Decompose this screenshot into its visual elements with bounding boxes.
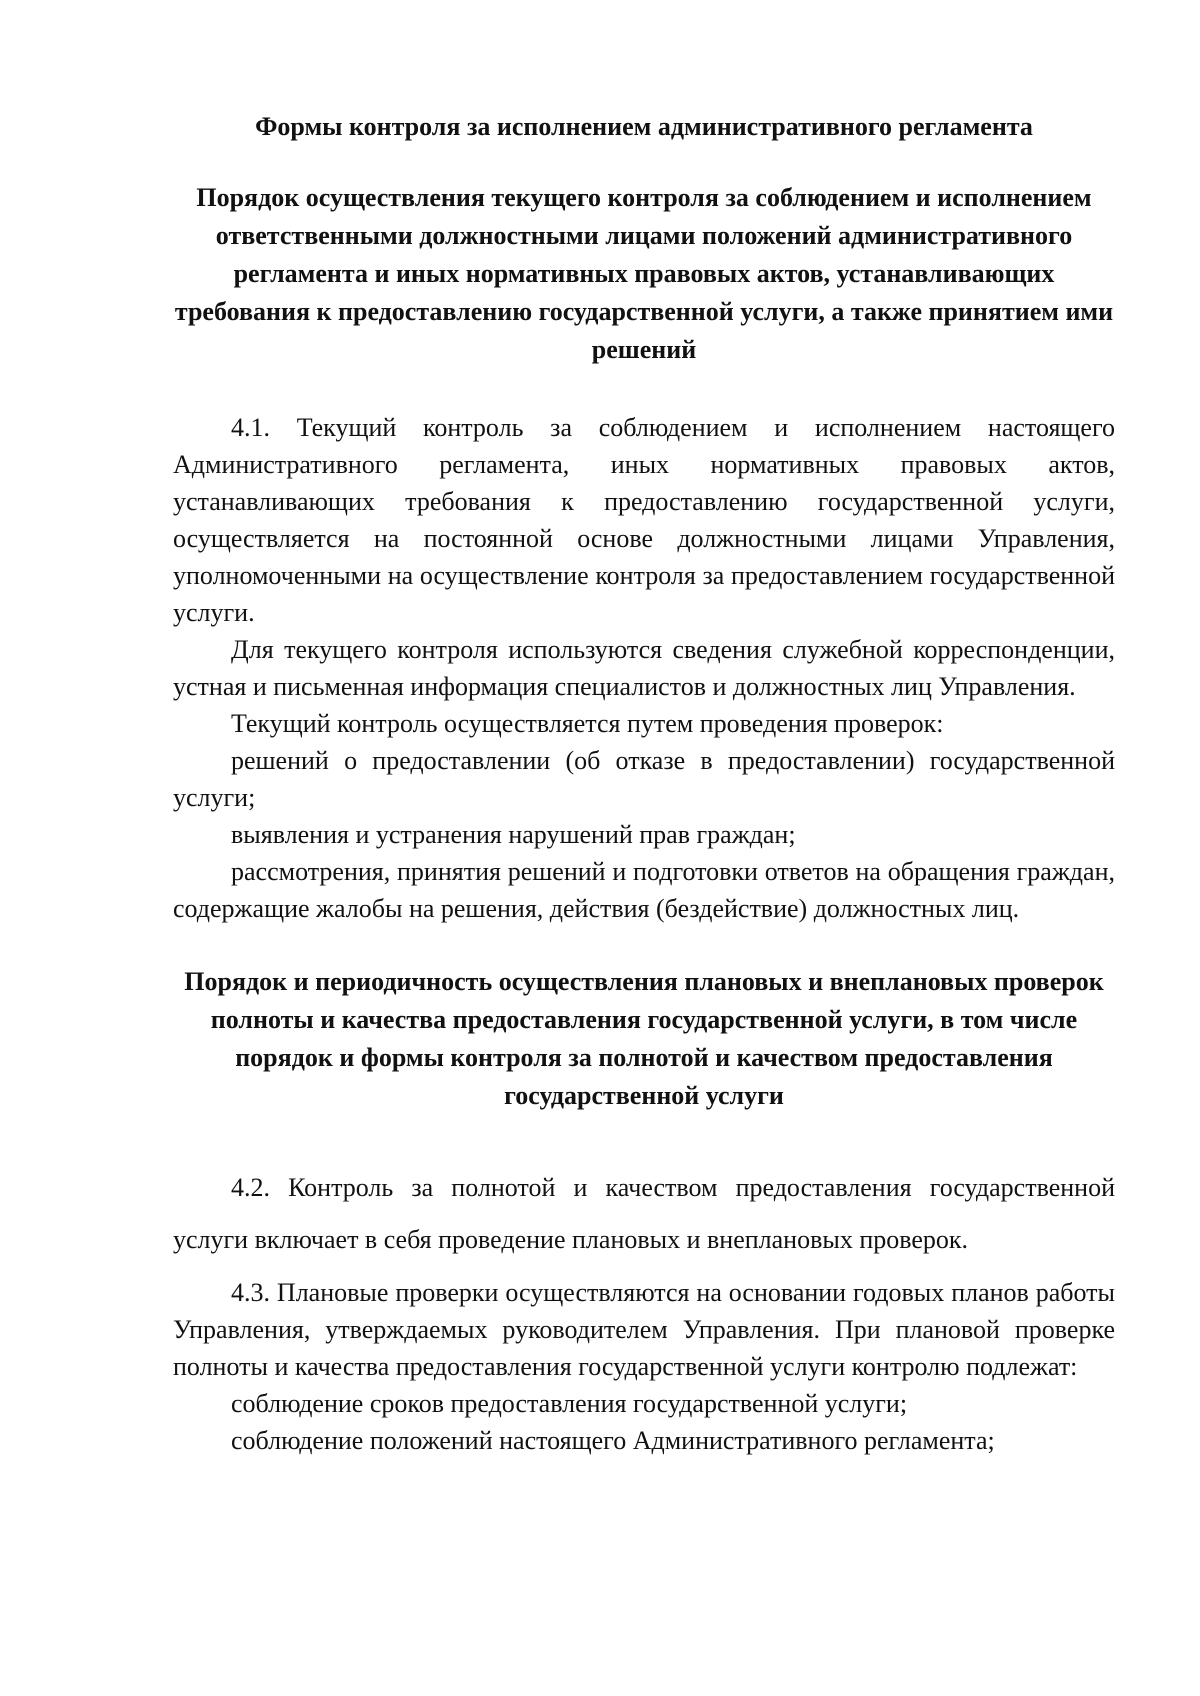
document-page bbox=[173, 108, 1115, 1459]
paragraph-check-violations: выявления и устранения нарушений прав граждан; bbox=[231, 820, 796, 849]
document-title: Формы контроля за исполнением административного регламента bbox=[255, 112, 1033, 141]
paragraph-4-3: 4.3. Плановые проверки осуществляются на основании годовых планов работы Управления, утверждаемых руководителем Управления. При плановой проверке полноты и качества предоставления государственной услуги контролю подлежат: bbox=[173, 1278, 1115, 1381]
section-2-heading: Порядок и периодичность осуществления плановых и внеплановых проверок полноты и качества предоставления государственной услуги, в том числе порядок и формы контроля за полнотой и качеством предоставления государственной услуги bbox=[184, 967, 1104, 1110]
paragraph-checks-intro: Текущий контроль осуществляется путем проведения проверок: bbox=[231, 709, 944, 738]
paragraph-check-complaints: рассмотрения, принятия решений и подготовки ответов на обращения граждан, содержащие жалобы на решения, действия (бездействие) должностных лиц. bbox=[173, 857, 1115, 923]
section-1-heading: Порядок осуществления текущего контроля за соблюдением и исполнением ответственными должностными лицами положений административного регламента и иных нормативных правовых актов, устанавливающих требования к предоставлению государственной услуги, а также принятием ими решений bbox=[174, 183, 1114, 364]
paragraph-regulation-compliance: соблюдение положений настоящего Административного регламента; bbox=[231, 1426, 995, 1455]
paragraph-check-decisions: решений о предоставлении (об отказе в предоставлении) государственной услуги; bbox=[173, 746, 1115, 812]
paragraph-terms-compliance: соблюдение сроков предоставления государственной услуги; bbox=[231, 1389, 908, 1418]
paragraph-current-control-sources: Для текущего контроля используются сведения служебной корреспонденции, устная и письменная информация специалистов и должностных лиц Управления. bbox=[173, 635, 1115, 701]
paragraph-4-1: 4.1. Текущий контроль за соблюдением и исполнением настоящего Административного регламента, иных нормативных правовых актов, устанавливающих требования к предоставлению государственной услуги, осуществляется на постоянной основе должностными лицами Управления, уполномоченными на осуществление контроля за предоставлением государственной услуги. bbox=[173, 413, 1115, 627]
paragraph-4-2: 4.2. Контроль за полнотой и качеством предоставления государственной услуги включает в себя проведение плановых и внеплановых проверок. bbox=[173, 1173, 1115, 1254]
